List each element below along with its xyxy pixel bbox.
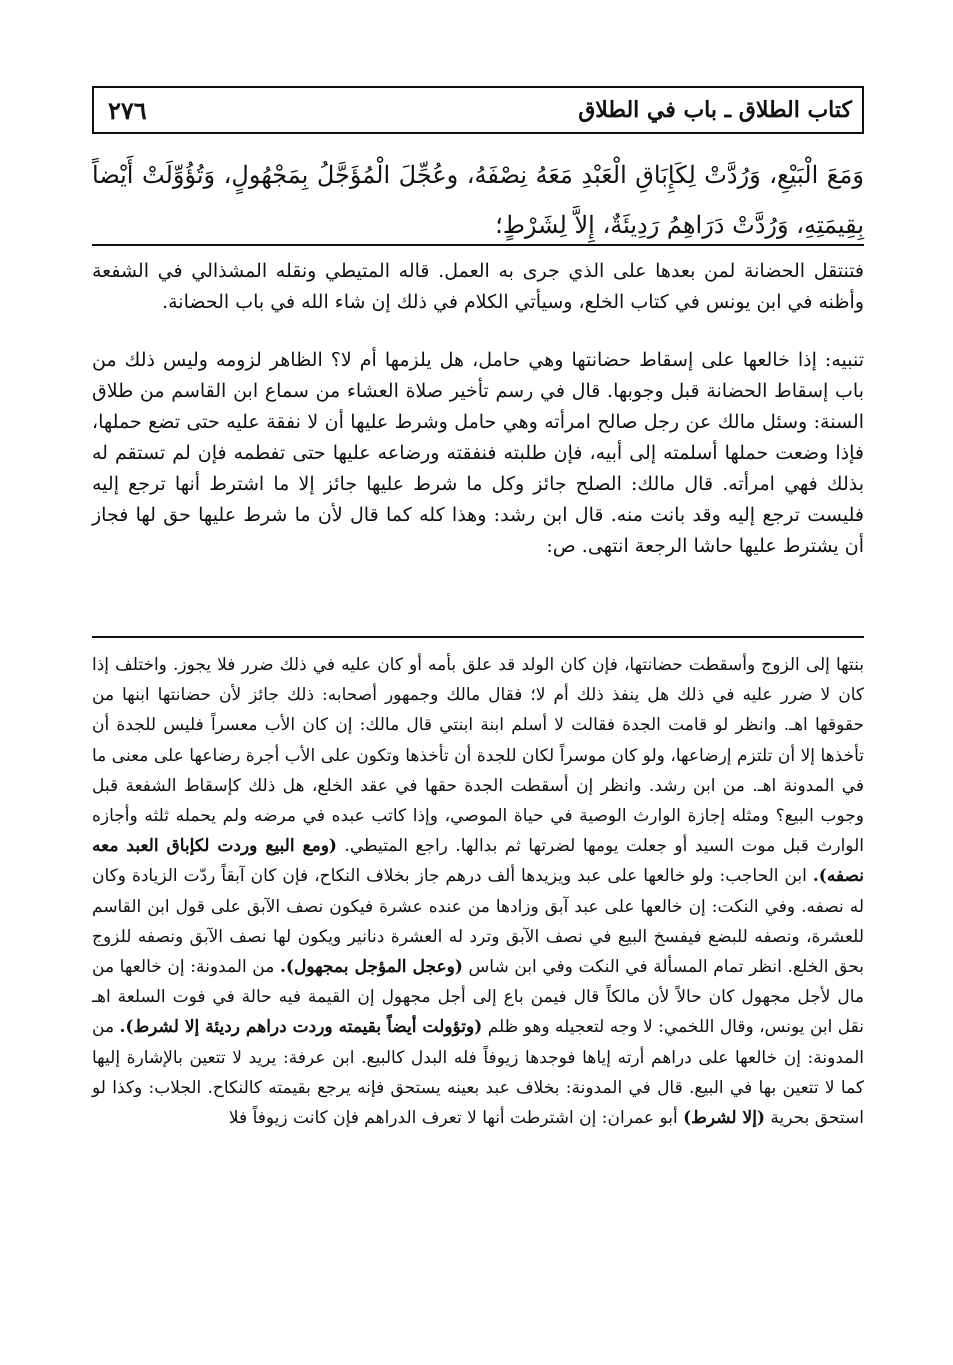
footnote-divider: [92, 636, 864, 638]
sharh-text: تنبيه: إذا خالعها على إسقاط حضانتها وهي حامل، هل يلزمها أم لا؟ الظاهر لزومه وليس ذلك من باب إسقاط الحضانة قبل وجوبها. قال في رسم تأخير صلاة العشاء من سماع ابن القاسم من طلاق السنة: وسئل مالك عن رجل صالح امرأته وهي حامل وشرط عليها أن لا نفقة عليه حتى تضع حملها، فإذا وضعت حملها أسلمته إلى أبيه، فإن طلبته فنفقته ورضاعه عليها حتى تفطمه فإن لم تستقم له بذلك فهي امرأته. قال مالك: الصلح جائز وكل ما شرط عليها جائز إلا ما اشترط أنها ترجع إليه فليست ترجع إليه وقد بانت منه. قال ابن رشد: وهذا كله كما قال لأن ما شرط عليها حق لها فجاز أن يشترط عليها حاشا الرجعة انتهى. ص:: [92, 349, 864, 557]
sharh-paragraph-2: [92, 345, 864, 562]
quoted-matn: (وتؤولت أيضاً بقيمته وردت دراهم رديئة إلا لشرط).: [119, 1017, 483, 1038]
running-title: كتاب الطلاق ـ باب في الطلاق: [578, 97, 852, 123]
quoted-matn: (وعجل المؤجل بمجهول).: [280, 957, 463, 978]
note-text: من المدونة: إن خالعها من مال لأجل مجهول كان حالاً لأن مالكاً قال فيمن باع إلى أجل مجهول إن القيمة فيه حالة في فوت السلعة اهـ نقل ابن يونس، وقال اللخمي: لا وجه لتعجيله وهو ظلم: [92, 957, 865, 1038]
note-text: أبو عمران: إن اشترطت أنها لا تعرف الدراهم فإن كانت زيوفاً فلا: [228, 1108, 678, 1129]
page-number: ٢٧٦: [108, 95, 147, 125]
sharh-paragraph-1: [92, 256, 864, 318]
footnote-text: [92, 650, 864, 1133]
page-header: [92, 86, 864, 134]
divider: [92, 244, 864, 246]
matn-text: وَمَعَ الْبَيْعِ، وَرُدَّتْ لِكَإِبَاقِ الْعَبْدِ مَعَهُ نِصْفَهُ، وعُجِّلَ الْمُؤَجَّلُ بِمَجْهُولٍ، وَتُؤُوِّلَتْ أَيْضاً بِقِيمَتِهِ، وَرُدَّتْ دَرَاهِمُ رَدِيئَةٌ، إِلاَّ لِشَرْطٍ؛: [92, 161, 864, 239]
footnotes: [92, 650, 864, 1133]
note-text: من المدونة: إن خالعها على دراهم أرته إياها فوجدها زيوفاً فله البدل كالبيع. ابن عرفة: يريد لا تتعين بالإشارة إليها كما لا تتعين بها في البيع. قال في المدونة: بخلاف عبد بعينه يستحق فإنه يرجع بقيمته كالنكاح. الجلاب: وكذا لو استحق بحرية: [92, 1017, 864, 1129]
sharh-text: فتنتقل الحضانة لمن بعدها على الذي جرى به العمل. قاله المتيطي ونقله المشذالي في الشفعة وأظنه في ابن يونس في كتاب الخلع، وسيأتي الكلام في ذلك إن شاء الله في باب الحضانة.: [92, 260, 864, 313]
note-text: بنتها إلى الزوج وأسقطت حضانتها، فإن كان الولد قد علق بأمه أو كان عليه في ذلك ضرر فلا يجوز. واختلف إذا كان لا ضرر عليه في ذلك هل ينفذ ذلك أم لا؛ فقال مالك وجمهور أصحابه: ذلك جائز لأن حضانتها ابنها من حقوقها اهـ. وانظر لو قامت الجدة فقالت لا أسلم ابنة ابنتي قال مالك: إن كان الأب معسراً فليس للجدة أن تأخذها إلا أن تلتزم إرضاعها، ولو كان موسراً لكان للجدة أن تأخذها وتكون على الأب أجرة رضاعها على معنى ما في المدونة اهـ. من ابن رشد. وانظر إن أسقطت الجدة حقها في عقد الخلع، هل ذلك كإسقاط الشفعة قبل وجوب البيع؟ ومثله إجازة الوارث الوصية في حياة الموصي، وإذا كاتب عبده في مرضه ولم يحمله ثلثه وأجازه الوارث قبل موت السيد أو جعلت يومها لضرتها ثم بدالها. راجع المتيطي.: [92, 655, 864, 857]
quoted-matn: (ومع البيع وردت لكإباق العبد معه نصفه).: [92, 836, 865, 887]
note-text: ابن الحاجب: ولو خالعها على عبد ويزيدها ألف درهم جاز بخلاف النكاح، فإن كان آبقاً ردّت الزيادة وكان له نصفه. وفي النكت: إن خالعها على عبد آبق وزادها من عنده عشرة فيكون نصف الآبق على قول ابن القاسم للعشرة، ونصفه للبضع فيفسخ البيع في نصف الآبق وترد له العشرة دنانير ويكون لها نصف الآبق ونصفه للزوج بحق الخلع. انظر تمام المسألة في النكت وفي ابن شاس: [92, 866, 864, 978]
quoted-matn: (إلا لشرط): [683, 1108, 765, 1129]
